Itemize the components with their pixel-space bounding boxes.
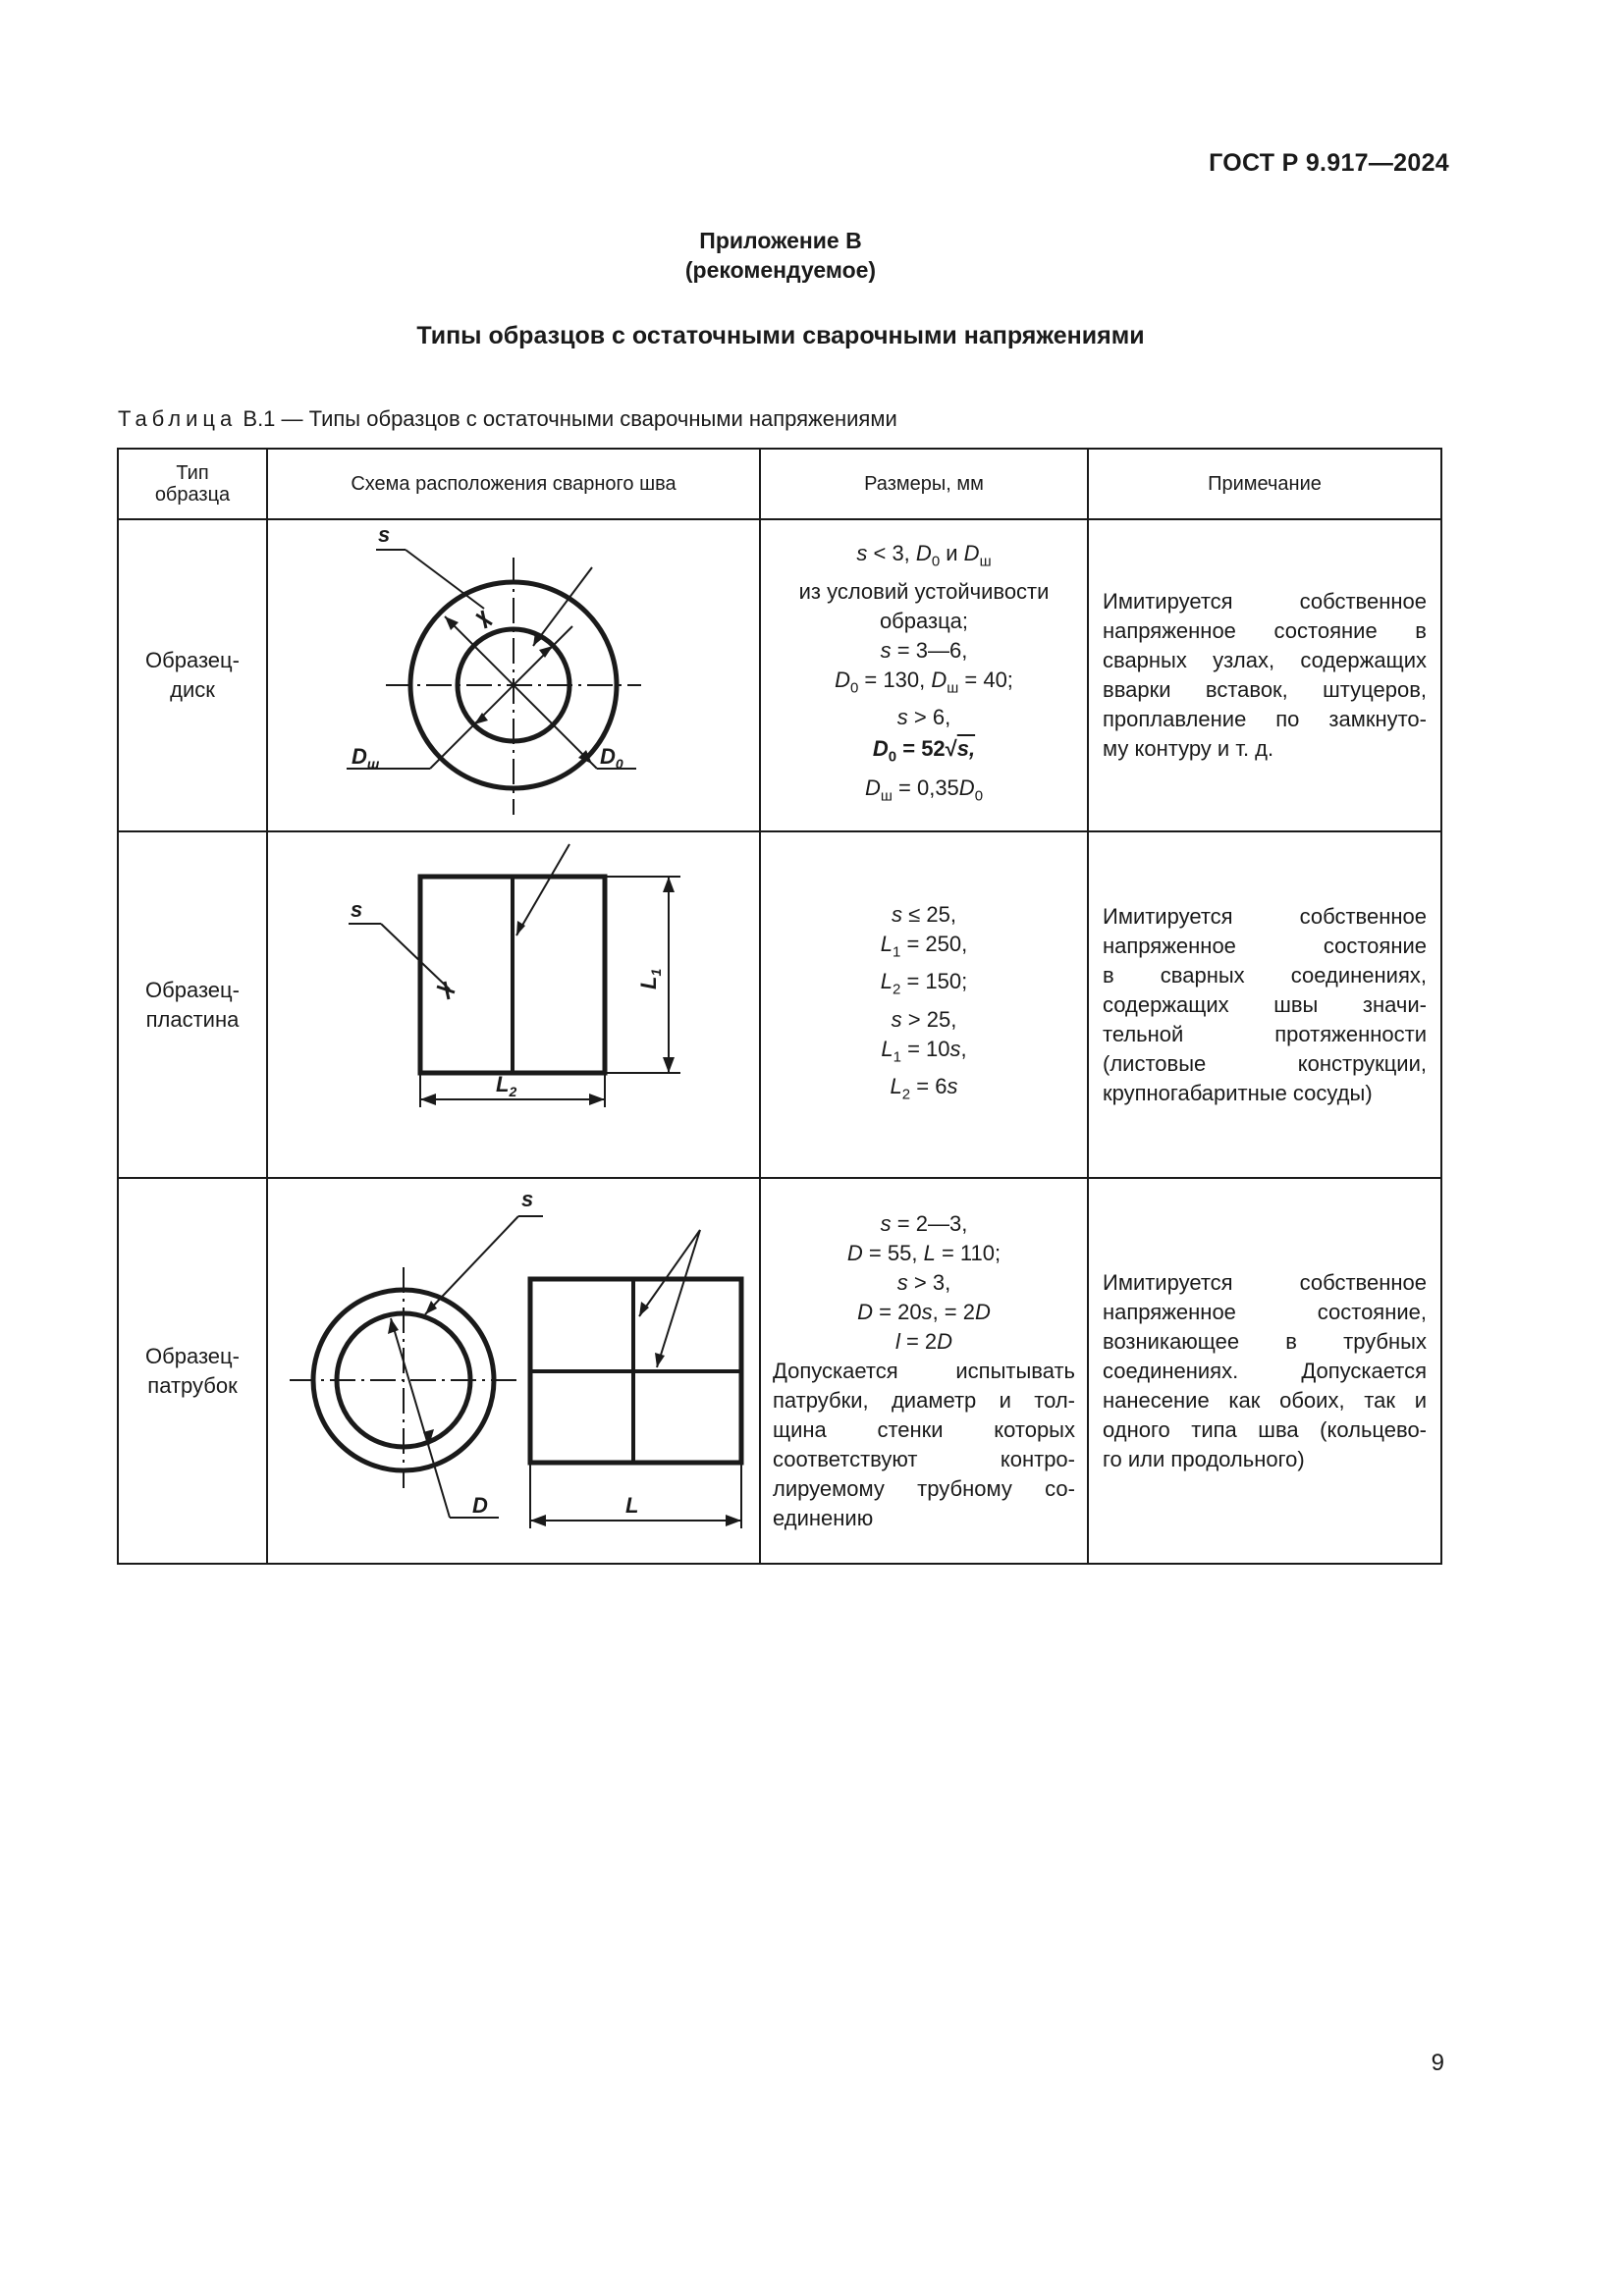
schema-cell bbox=[267, 1178, 760, 1564]
note-line: сварных узлах, содержащих bbox=[1103, 648, 1427, 672]
note-line: вварки вставок, штуцеров, bbox=[1103, 677, 1427, 702]
note-line: Имитируется собственное bbox=[1103, 1269, 1427, 1295]
note-line: напряженное состояние bbox=[1103, 933, 1427, 958]
dims-line: $L_1 = 250$, bbox=[880, 931, 968, 961]
header-type-line2: образца bbox=[154, 484, 231, 506]
s-tick2 bbox=[445, 982, 449, 999]
table-row bbox=[118, 831, 1441, 1178]
dims-line: s > 6, bbox=[896, 705, 951, 729]
type-line1: Образец- bbox=[145, 1343, 240, 1368]
note-line: проплавление по замкнуто- bbox=[1103, 707, 1427, 731]
annex-heading: Типы образцов с остаточными сварочными напряжениями bbox=[416, 322, 1145, 349]
weld-pointer-2 bbox=[657, 1230, 700, 1367]
label-dsh: $D_ш$ bbox=[352, 744, 380, 772]
type-line1: Образец- bbox=[145, 977, 240, 1002]
label-l2: $L_2$ bbox=[496, 1072, 517, 1099]
s-leader bbox=[381, 924, 450, 989]
specimen-table bbox=[117, 448, 1442, 1565]
note-line: крупногабаритные сосуды) bbox=[1103, 1080, 1373, 1105]
note-line: (листовые конструкции, bbox=[1103, 1050, 1427, 1076]
pipe-diagram bbox=[268, 1179, 759, 1563]
dims-text-line: лируемому трубному со- bbox=[773, 1475, 1075, 1501]
note-line: го или продольного) bbox=[1103, 1446, 1305, 1471]
dims-line: l = 2D bbox=[894, 1328, 953, 1354]
dims-line: s = 2—3, bbox=[880, 1210, 968, 1236]
caption-label: Таблица bbox=[118, 406, 238, 431]
note-line: Имитируется собственное bbox=[1103, 903, 1427, 929]
type-line2: патрубок bbox=[147, 1372, 238, 1398]
note-line: одного типа шва (кольцево- bbox=[1103, 1416, 1427, 1442]
type-line2: диск bbox=[170, 677, 215, 702]
note-line: соединениях. Допускается bbox=[1103, 1358, 1427, 1383]
s-leader bbox=[425, 1216, 518, 1314]
arrow-l-left bbox=[530, 1515, 546, 1526]
header-type bbox=[118, 449, 267, 519]
dims-text-line: щина стенки которых bbox=[773, 1416, 1075, 1442]
standard-number: ГОСТ Р 9.917—2024 bbox=[1209, 149, 1449, 177]
header-dims: Размеры, мм bbox=[760, 449, 1088, 519]
weld-pointer bbox=[516, 844, 569, 935]
label-s: s bbox=[351, 897, 363, 922]
dims-text-line: Допускается испытывать bbox=[773, 1358, 1075, 1383]
label-s: s bbox=[521, 1187, 534, 1211]
dims-text-line: патрубки, диаметр и тол- bbox=[773, 1387, 1075, 1413]
dims-line: $L_2 = 150$; bbox=[880, 969, 968, 998]
note-line: нанесение как обоих, так и bbox=[1103, 1387, 1427, 1413]
note-cell bbox=[1088, 519, 1441, 831]
type-line2: пластина bbox=[145, 1006, 240, 1032]
dims-line: $D_0 = 130$, $D_ш = 40$; bbox=[835, 667, 1013, 696]
dims-line: s > 25, bbox=[891, 1006, 957, 1032]
caption-text: В.1 — Типы образцов с остаточными сварочными напряжениями bbox=[243, 406, 897, 431]
type-line1: Образец- bbox=[145, 648, 240, 672]
schema-cell bbox=[267, 831, 760, 1178]
header-schema: Схема расположения сварного шва bbox=[267, 449, 760, 519]
note-line: содержащих швы значи- bbox=[1103, 991, 1427, 1017]
page-number: 9 bbox=[1431, 2050, 1444, 2076]
table-header-row bbox=[118, 449, 1441, 519]
note-line: му контуру и т. д. bbox=[1103, 736, 1274, 761]
dims-line: s > 3, bbox=[896, 1269, 951, 1295]
header-type-line1: Тип bbox=[176, 462, 209, 484]
annex-status: (рекомендуемое) bbox=[684, 257, 877, 283]
note-line: напряженное состояние, bbox=[1103, 1299, 1427, 1324]
dims-line: D = 55, L = 110; bbox=[846, 1240, 1001, 1265]
arrow-d-a bbox=[388, 1318, 399, 1334]
plate-diagram bbox=[268, 832, 759, 1177]
arrow-dsh-a bbox=[539, 646, 553, 658]
dims-line: образца; bbox=[879, 608, 969, 633]
label-d0: $D_0$ bbox=[600, 744, 623, 772]
s-leader bbox=[406, 550, 484, 609]
note-cell bbox=[1088, 1178, 1441, 1564]
type-cell bbox=[118, 831, 267, 1178]
dims-line: из условий устойчивости bbox=[798, 578, 1050, 604]
dims-line: D = 20s, = 2D bbox=[857, 1299, 991, 1324]
arrow-l-right bbox=[726, 1515, 741, 1526]
arrow-weld-2 bbox=[655, 1353, 665, 1367]
arrow-l2-right bbox=[589, 1094, 605, 1105]
note-line: возникающее в трубных bbox=[1103, 1328, 1427, 1354]
dims-formula: $D_0 = 52√s$, bbox=[872, 736, 976, 766]
label-d: D bbox=[472, 1493, 488, 1518]
dims-line: s ≤ 25, bbox=[892, 901, 956, 927]
dims-line: $L_1 = 10s$, bbox=[881, 1036, 967, 1065]
type-cell bbox=[118, 519, 267, 831]
arrow-l2-left bbox=[420, 1094, 436, 1105]
dims-cell bbox=[760, 519, 1088, 831]
schema-cell bbox=[267, 519, 760, 831]
arrow-l1-top bbox=[663, 877, 675, 892]
dims-text-line: единению bbox=[773, 1505, 874, 1530]
dims-text-line: соответствуют контро- bbox=[773, 1446, 1075, 1471]
weld-pointer-1 bbox=[639, 1230, 700, 1316]
table-caption bbox=[118, 406, 897, 432]
dims-line: s < 3, $D_0$ и $D_ш$ bbox=[856, 541, 992, 570]
arrow-dsh-b bbox=[474, 713, 488, 724]
header-note: Примечание bbox=[1088, 449, 1441, 519]
note-cell bbox=[1088, 831, 1441, 1178]
label-l1: $L_1$ bbox=[636, 968, 664, 989]
d-leader bbox=[391, 1318, 450, 1518]
note-line: Имитируется собственное bbox=[1103, 589, 1427, 614]
note-line: в сварных соединениях, bbox=[1103, 962, 1427, 988]
dims-cell bbox=[760, 831, 1088, 1178]
s-tick2 bbox=[482, 611, 486, 628]
note-line: тельной протяженности bbox=[1103, 1021, 1427, 1046]
disk-diagram bbox=[268, 520, 759, 830]
annex-block bbox=[0, 226, 1561, 285]
table-row bbox=[118, 1178, 1441, 1564]
dims-line: $D_ш = 0,35D_0$ bbox=[864, 775, 984, 805]
dims-line: s = 3—6, bbox=[880, 637, 968, 663]
type-cell bbox=[118, 1178, 267, 1564]
dims-line: $L_2 = 6s$ bbox=[890, 1073, 958, 1103]
d0-leader bbox=[445, 616, 597, 769]
label-l: L bbox=[625, 1493, 639, 1518]
note-line: напряженное состояние в bbox=[1103, 618, 1427, 643]
annex-title: Приложение В bbox=[699, 228, 862, 253]
dims-cell bbox=[760, 1178, 1088, 1564]
label-s: s bbox=[378, 522, 391, 547]
arrow-l1-bottom bbox=[663, 1057, 675, 1073]
table-row bbox=[118, 519, 1441, 831]
